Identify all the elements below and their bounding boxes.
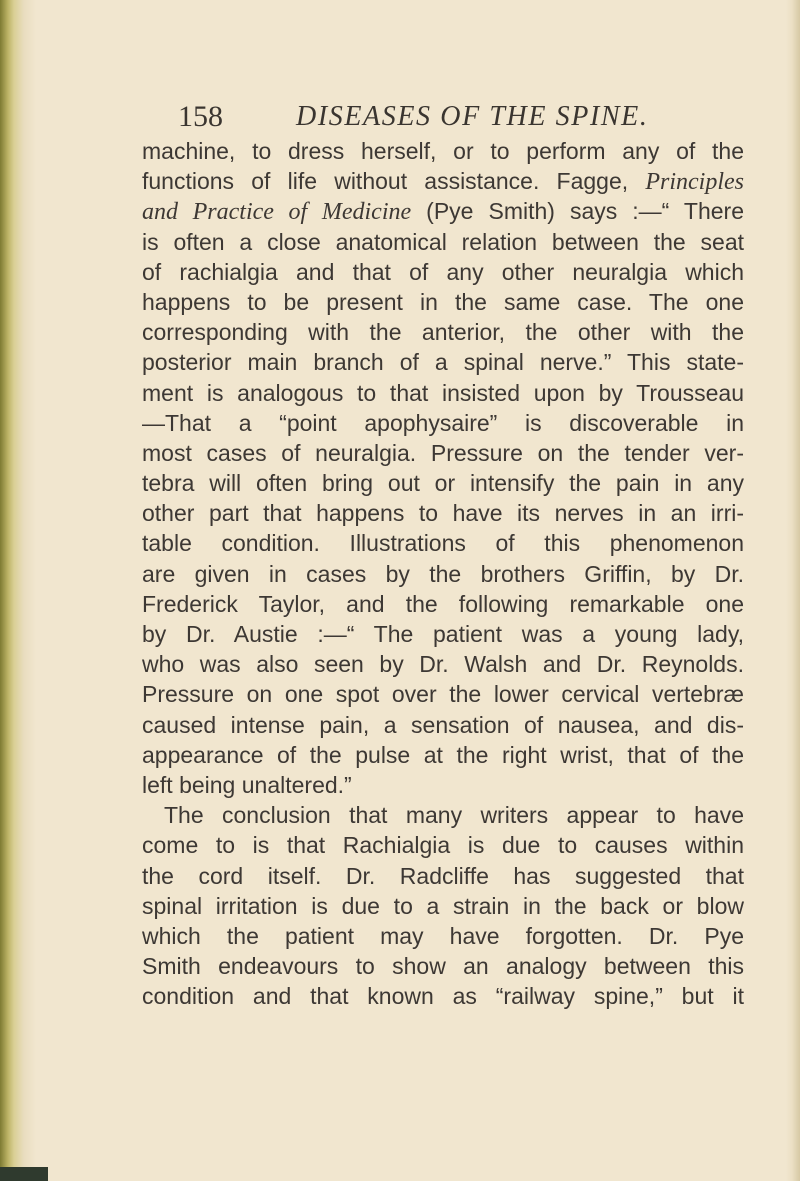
text-line: Pressure on one spot over the lower cervical vertebræ (142, 681, 744, 708)
text-line: appearance of the pulse at the right wrist, that of the (142, 741, 744, 768)
text-line: is often a close anatomical relation between the seat (142, 228, 744, 255)
text-line: —That a “point apophysaire” is discoverable in (142, 409, 744, 436)
italic-title: Principles (645, 169, 744, 196)
text-line: the cord itself. Dr. Radcliffe has suggested that (142, 862, 744, 889)
text-line: condition and that known as “railway spine,” but it (142, 983, 744, 1010)
text-run: (Pye Smith) says :—“ There (411, 198, 744, 225)
text-line: are given in cases by the brothers Griffin, by Dr. (142, 560, 744, 587)
page-edge-left (0, 0, 36, 1181)
text-line: of rachialgia and that of any other neuralgia which (142, 258, 744, 285)
text-line: tebra will often bring out or intensify the pain in any (142, 470, 744, 497)
text-line: come to is that Rachialgia is due to causes within (142, 832, 744, 859)
text-line: left being unaltered.” (142, 771, 352, 798)
text-line: who was also seen by Dr. Walsh and Dr. Reynolds. (142, 651, 744, 678)
page-number: 158 (178, 100, 223, 133)
text-line: corresponding with the anterior, the other with the (142, 319, 744, 346)
text-line: ment is analogous to that insisted upon by Trousseau (142, 379, 744, 406)
text-run: functions of life without assistance. Fagge, (142, 168, 646, 195)
text-line: happens to be present in the same case. The one (142, 288, 744, 315)
running-head: DISEASES OF THE SPINE. (296, 101, 649, 132)
text-line (142, 166, 744, 196)
body-text (142, 136, 744, 1011)
text-line: posterior main branch of a spinal nerve.” This state- (142, 349, 744, 376)
page-edge-right (786, 0, 800, 1181)
text-line: spinal irritation is due to a strain in the back or blow (142, 892, 744, 919)
text-line: machine, to dress herself, or to perform any of the (142, 138, 744, 164)
text-line: by Dr. Austie :—“ The patient was a young lady, (142, 621, 744, 647)
text-line: caused intense pain, a sensation of nausea, and dis- (142, 711, 744, 738)
text-line: Frederick Taylor, and the following remarkable one (142, 590, 744, 617)
italic-title: and Practice of Medicine (142, 199, 412, 226)
text-line: table condition. Illustrations of this phenomenon (142, 530, 744, 557)
binding-mark (0, 1167, 48, 1181)
text-line: most cases of neuralgia. Pressure on the tender ver- (142, 439, 744, 466)
text-line (142, 196, 744, 226)
page-header (178, 98, 738, 138)
text-line: which the patient may have forgotten. Dr. Pye (142, 922, 744, 949)
text-line: Smith endeavours to show an analogy between this (142, 953, 744, 980)
text-line: The conclusion that many writers appear to have (164, 802, 744, 829)
text-line: other part that happens to have its nerves in an irri- (142, 500, 744, 527)
